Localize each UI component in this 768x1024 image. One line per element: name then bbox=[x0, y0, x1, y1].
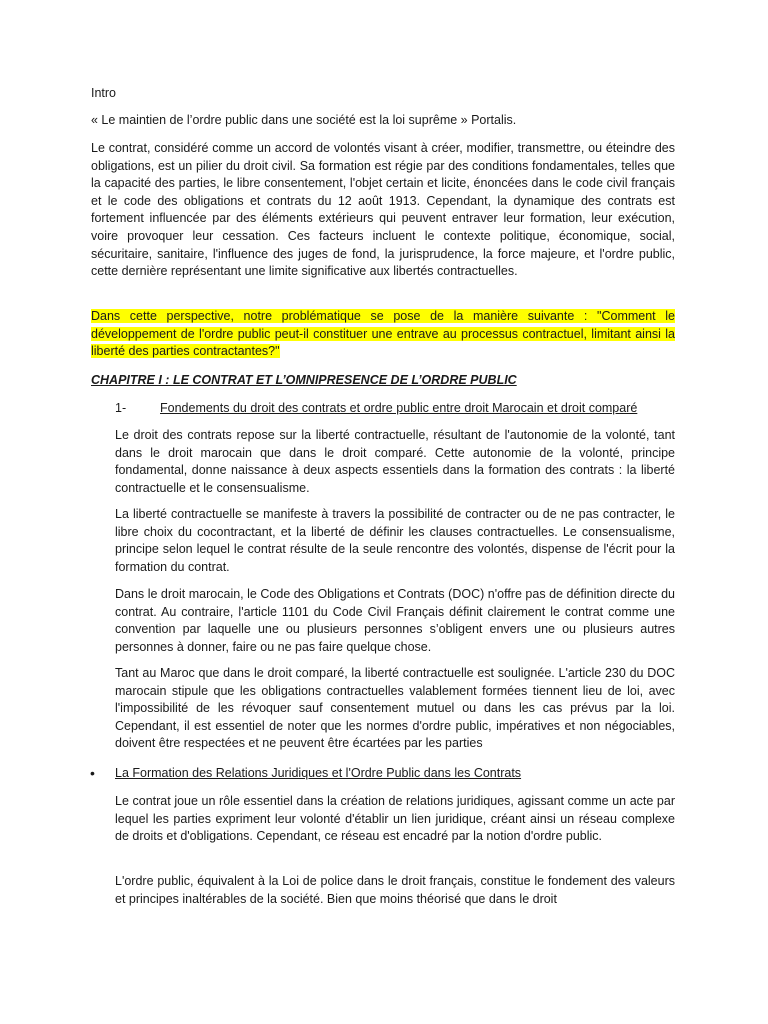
paragraph-ordre-public: L'ordre public, équivalent à la Loi de police dans le droit français, constitue le fondement des valeurs et principes inaltérables de la société. Bien que moins théorisé que dans le droit bbox=[115, 874, 675, 906]
section-title: Fondements du droit des contrats et ordre public entre droit Marocain et droit comparé bbox=[160, 401, 638, 415]
paragraph-article-230: Tant au Maroc que dans le droit comparé, la liberté contractuelle est soulignée. L'article 230 du DOC marocain stipule que les obligations contractuelles valablement formées tiennent lieu de loi, avec l'impossibilité de les révoquer sauf consentement mutuel ou dans les cas prévus par la loi. Cependant, il est essentiel de noter que les normes d'ordre public, impératives et non négociables, doivent être respectées et ne peuvent être écartées par les parties bbox=[115, 666, 675, 751]
paragraph-liberte-contractuelle: Le droit des contrats repose sur la liberté contractuelle, résultant de l'autonomie de la volonté, tant dans le droit marocain que dans le droit comparé. Cette autonomie de la volonté, principe fondamental, donne naissance à deux aspects essentiels dans la formation des contrats : la liberté contractuelle et le consensualisme. bbox=[115, 428, 675, 495]
intro-heading: Intro bbox=[91, 86, 117, 100]
bullet-icon: • bbox=[90, 765, 95, 781]
paragraph-relations-juridiques: Le contrat joue un rôle essentiel dans la création de relations juridiques, agissant comme un acte par lequel les parties expriment leur volonté d'établir un lien juridique, créant ainsi un réseau complexe de droits et d'obligations. Cependant, ce réseau est encadré par la notion d'ordre public. bbox=[115, 794, 675, 844]
problematique-highlight: Dans cette perspective, notre problématique se pose de la manière suivante : "Comment le développement de l'ordre public peut-il constituer une entrave au processus contractuel, limitant ainsi la liberté des parties contractantes?" bbox=[91, 309, 675, 359]
chapter-title: CHAPITRE I : LE CONTRAT ET L’OMNIPRESENCE DE L’ORDRE PUBLIC bbox=[91, 373, 517, 387]
intro-quote: « Le maintien de l’ordre public dans une société est la loi suprême » Portalis. bbox=[91, 113, 517, 127]
section-heading-1 bbox=[0, 400, 700, 418]
section-number: 1- bbox=[115, 401, 127, 415]
section-title: La Formation des Relations Juridiques et l'Ordre Public dans les Contrats bbox=[115, 766, 522, 780]
section-heading-2 bbox=[0, 765, 700, 783]
intro-paragraph: Le contrat, considéré comme un accord de volontés visant à créer, modifier, transmettre, ou éteindre des obligations, est un pilier du droit civil. Sa formation est régie par des conditions fondamentales, telles que la capacité des parties, le libre consentement, l'objet certain et licite, énoncées dans le code civil français et le code des obligations et contrats du 12 août 1913. Cependant, la dynamique des contrats est fortement influencée par des éléments extérieurs qui peuvent entraver leur formation, leur exécution, voire provoquer leur cessation. Ces facteurs incluent le contexte politique, économique, social, sécuritaire, sanitaire, l'influence des juges de fond, la jurisprudence, la force majeure, et l'ordre public, cette dernière représentant une limite significative aux libertés contractuelles. bbox=[91, 141, 675, 279]
paragraph-consensualisme: La liberté contractuelle se manifeste à travers la possibilité de contracter ou de ne pas contracter, le libre choix du cocontractant, et la liberté de définir les clauses contractuelles. Le consensualisme, principe selon lequel le contrat résulte de la seule rencontre des volontés, dispense de l'écrit pour la formation du contrat. bbox=[115, 507, 675, 574]
problematique-paragraph bbox=[91, 308, 675, 361]
paragraph-droit-marocain: Dans le droit marocain, le Code des Obligations et Contrats (DOC) n'offre pas de définition directe du contrat. Au contraire, l'article 1101 du Code Civil Français définit clairement le contrat comme une convention par laquelle une ou plusieurs personnes s’obligent envers une ou plusieurs autres personnes à donner, faire ou ne pas faire quelque chose. bbox=[115, 587, 675, 654]
